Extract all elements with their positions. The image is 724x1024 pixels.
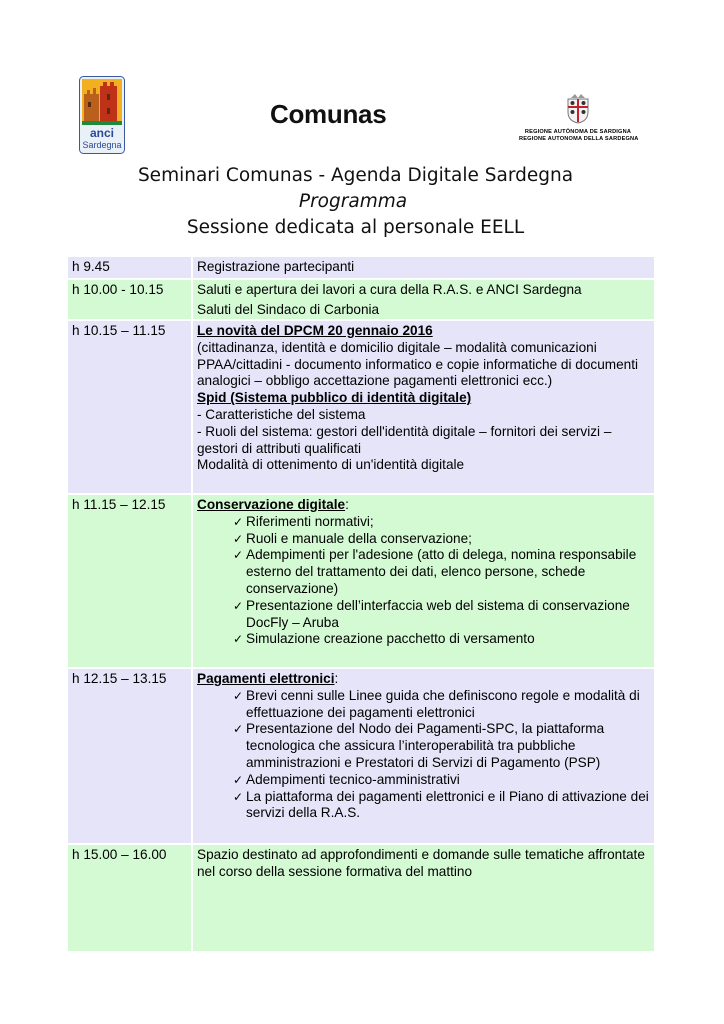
list-item: ✓ La piattaforma dei pagamenti elettronici e il Piano di attivazione dei servizi della R.A.S. — [233, 788, 649, 821]
table-row — [68, 845, 656, 953]
check-icon: ✓ — [233, 722, 244, 737]
list-item: ✓ Riferimenti normativi; — [233, 513, 374, 529]
time-cell: h 10.15 – 11.15 — [68, 321, 193, 495]
comunas-brand: Comunas — [270, 99, 387, 129]
svg-text:Sardegna: Sardegna — [82, 140, 122, 150]
ras-logo-line2: REGIONE AUTONOMA DELLA SARDEGNA — [519, 136, 639, 142]
spid-item: - Caratteristiche del sistema — [197, 406, 366, 422]
table-row — [68, 280, 656, 321]
title-line-2: Programma — [298, 191, 408, 212]
activity-cell — [193, 280, 656, 321]
heading-colon: : — [345, 497, 349, 512]
pagamenti-list — [197, 688, 650, 822]
check-icon: ✓ — [233, 514, 244, 529]
table-row — [68, 669, 656, 845]
table-row — [68, 257, 656, 280]
spid-item: Modalità di ottenimento di un'identità digitale — [197, 457, 465, 473]
title-line-1: Seminari Comunas - Agenda Digitale Sardegna — [137, 165, 574, 186]
mayor-greeting-line: Saluti del Sindaco di Carbonia — [197, 301, 380, 317]
conservazione-heading: Conservazione digitale — [197, 497, 346, 512]
list-item: ✓ Presentazione dell’interfaccia web del sistema di conservazione DocFly – Aruba — [233, 597, 630, 630]
activity-cell: Spazio destinato ad approfondimenti e domande sulle tematiche affrontate nel corso della sessione formativa del mattino — [193, 845, 656, 953]
list-item: ✓ Presentazione del Nodo dei Pagamenti-SPC, la piattaforma tecnologica che assicura l’interoperabilità tra pubbliche amministrazioni e Prestatori di Servizi di Pagamento (PSP) — [233, 721, 605, 770]
spid-item: - Ruoli del sistema: gestori dell'identità digitale – fornitori dei servizi – gestori di attributi qualificati — [197, 423, 612, 456]
anci-sardegna-logo — [79, 76, 125, 154]
agenda-table — [68, 257, 656, 953]
time-cell: h 12.15 – 13.15 — [68, 669, 193, 845]
list-item: ✓ Adempimenti per l'adesione (atto di delega, nomina responsabile esterno del trattamento dei dati, elenco persone, schede conservazione) — [233, 547, 637, 596]
table-row — [68, 495, 656, 669]
activity-cell — [193, 495, 656, 669]
welcome-line: Saluti e apertura dei lavori a cura della R.A.S. e ANCI Sardegna — [197, 282, 582, 297]
check-icon: ✓ — [233, 789, 244, 804]
list-item: ✓ Adempimenti tecnico-amministrativi — [233, 771, 460, 787]
time-cell: h 15.00 – 16.00 — [68, 845, 193, 953]
page-title-block — [0, 163, 724, 241]
check-icon: ✓ — [233, 598, 244, 613]
list-item: ✓ Ruoli e manuale della conservazione; — [233, 530, 472, 546]
regione-sardegna-logo — [519, 94, 637, 142]
coat-of-arms-icon — [562, 94, 594, 124]
check-icon: ✓ — [233, 548, 244, 563]
activity-cell — [193, 669, 656, 845]
time-cell: h 9.45 — [68, 257, 193, 280]
time-cell: h 10.00 - 10.15 — [68, 280, 193, 321]
check-icon: ✓ — [233, 688, 244, 703]
conservazione-list — [197, 514, 650, 648]
time-cell: h 11.15 – 12.15 — [68, 495, 193, 669]
table-row — [68, 321, 656, 495]
check-icon: ✓ — [233, 531, 244, 546]
list-item: ✓ Brevi cenni sulle Linee guida che definiscono regole e modalità di effettuazione dei pagamenti elettronici — [233, 687, 640, 720]
svg-text:anci: anci — [89, 126, 115, 140]
ras-logo-line1: REGIONE AUTÒNOMA DE SARDIGNA — [524, 129, 632, 135]
heading-colon: : — [334, 671, 339, 686]
list-item: ✓ Simulazione creazione pacchetto di versamento — [233, 631, 535, 647]
activity-cell: Registrazione partecipanti — [193, 257, 656, 280]
dpcm-heading: Le novità del DPCM 20 gennaio 2016 — [197, 323, 433, 338]
spid-heading: Spid (Sistema pubblico di identità digitale) — [197, 390, 472, 406]
pagamenti-heading: Pagamenti elettronici — [197, 671, 335, 686]
check-icon: ✓ — [233, 772, 244, 787]
activity-cell — [193, 321, 656, 495]
check-icon: ✓ — [233, 632, 244, 647]
title-line-3: Sessione dedicata al personale EELL — [186, 217, 525, 238]
dpcm-description: (cittadinanza, identità e domicilio digitale – modalità comunicazioni PPAA/cittadini - documento informatico e copie informatiche di documenti analogici – obbligo accettazione pagamenti elettronici ecc.) — [197, 339, 639, 389]
